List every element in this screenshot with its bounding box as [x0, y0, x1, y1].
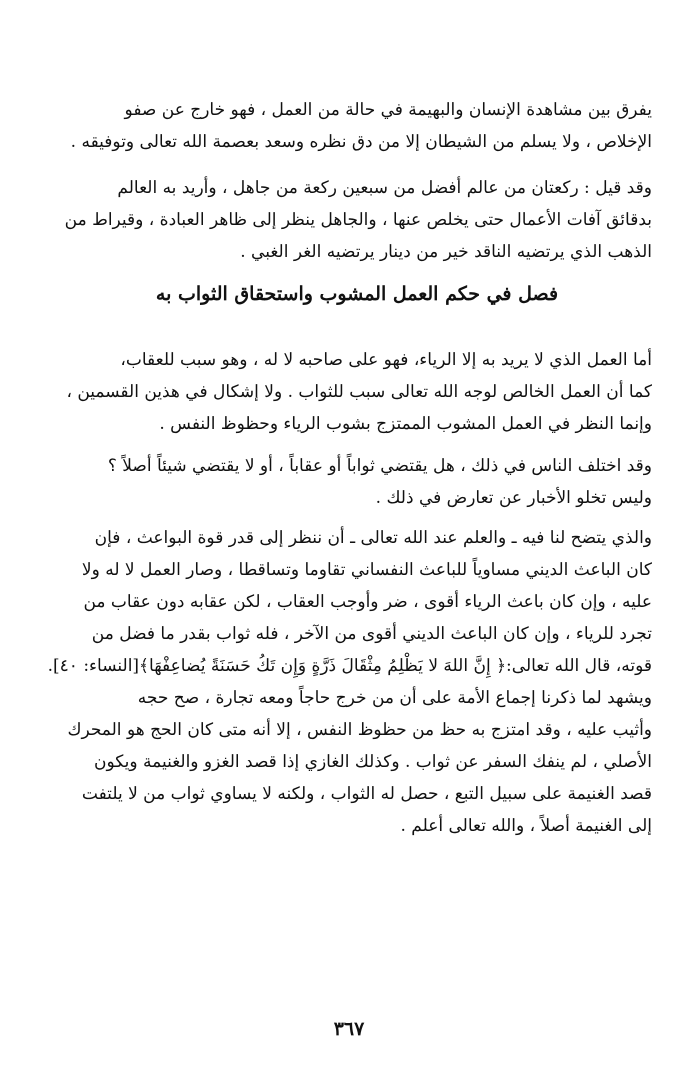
paragraph-line: وليس تخلو الأخبار عن تعارض في ذلك .: [375, 488, 652, 508]
paragraph-6: [62, 682, 652, 842]
paragraph-line: الإخلاص ، ولا يسلم من الشيطان إلا من دق نظره وسعد بعصمة الله تعالى وتوفيقه .: [70, 132, 652, 152]
paragraph-line: وقد قيل : ركعتان من عالم أفضل من سبعين ركعة من جاهل ، وأريد به العالم: [117, 178, 652, 198]
paragraph-line: إلى الغنيمة أصلاً ، والله تعالى أعلم .: [400, 816, 652, 836]
paragraph-line: أما العمل الذي لا يريد به إلا الرياء، فهو على صاحبه لا له ، وهو سبب للعقاب،: [120, 350, 652, 370]
paragraph-line: الأصلي ، لم ينفك السفر عن ثواب . وكذلك الغازي إذا قصد الغزو والغنيمة ويكون: [94, 752, 652, 772]
paragraph-line: والذي يتضح لنا فيه ـ والعلم عند الله تعالى ـ أن ننظر إلى قدر قوة البواعث ، فإن: [94, 528, 652, 548]
paragraph-line: كان الباعث الديني مساوياً للباعث النفساني تقاوما وتساقطا ، وصار العمل لا له ولا: [81, 560, 652, 580]
paragraph-line: بدقائق آفات الأعمال حتى يخلص عنها ، والجاهل ينظر إلى ظاهر العبادة ، وقيراط من: [64, 210, 652, 230]
paragraph-1: [62, 94, 652, 158]
paragraph-line: يفرق بين مشاهدة الإنسان والبهيمة في حالة من العمل ، فهو خارج عن صفو: [124, 100, 652, 120]
paragraph-3: [62, 344, 652, 440]
paragraph-line: تجرد للرياء ، وإن كان الباعث الديني أقوى من الآخر ، فله ثواب بقدر ما فضل من: [91, 624, 652, 644]
paragraph-line: ويشهد لما ذكرنا إجماع الأمة على أن من خرج حاجاً ومعه تجارة ، صح حجه: [137, 688, 652, 708]
page-number: ٣٦٧: [333, 1018, 365, 1040]
paragraph-line: الذهب الذي يرتضيه الناقد خير من دينار يرتضيه الغر الغبي .: [240, 242, 652, 262]
paragraph-2: [62, 172, 652, 268]
section-heading: فصل في حكم العمل المشوب واستحقاق الثواب به: [155, 283, 559, 305]
paragraph-4: [62, 450, 652, 514]
paragraph-line: وإنما النظر في العمل المشوب الممتزج بشوب الرياء وحظوظ النفس .: [159, 414, 652, 434]
paragraph-5: [47, 522, 652, 682]
paragraph-line: كما أن العمل الخالص لوجه الله تعالى سبب للثواب . ولا إشكال في هذين القسمين ،: [66, 382, 652, 402]
paragraph-line: قوته، قال الله تعالى:﴿ إِنَّ اللهَ لا يَظْلِمُ مِثْقَالَ ذَرَّةٍ وَإِن تَكُ حَسَنَةً يُضاعِفْهَا﴾[النساء: ٤٠].: [47, 656, 652, 676]
paragraph-line: وقد اختلف الناس في ذلك ، هل يقتضي ثواباً أو عقاباً ، أو لا يقتضي شيئاً أصلاً ؟: [107, 456, 652, 476]
paragraph-line: قصد الغنيمة على سبيل التبع ، حصل له الثواب ، ولكنه لا يساوي ثواب من لا يلتفت: [81, 784, 652, 804]
paragraph-line: وأثيب عليه ، وقد امتزج به حظ من حظوظ النفس ، إلا أنه متى كان الحج هو المحرك: [67, 720, 652, 740]
paragraph-line: عليه ، وإن كان باعث الرياء أقوى ، ضر وأوجب العقاب ، لكن عقابه دون عقاب من: [83, 592, 652, 612]
